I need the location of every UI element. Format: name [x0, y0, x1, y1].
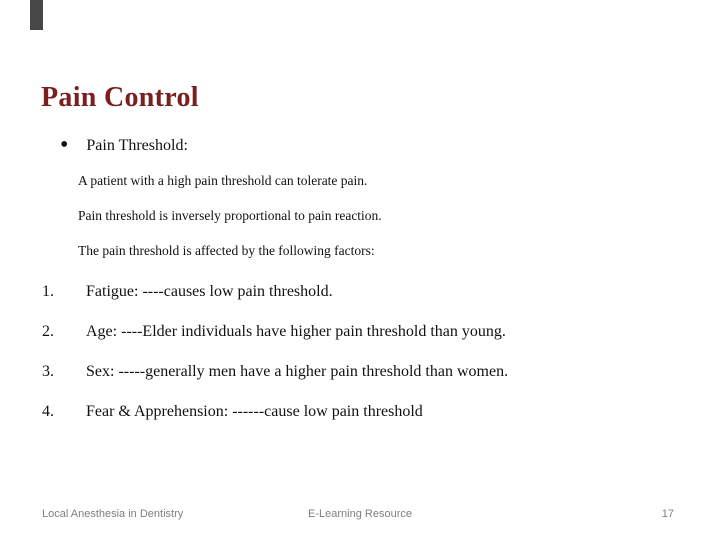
- list-item-text: Sex: -----generally men have a higher pain threshold than women.: [86, 363, 509, 380]
- slide-title: Pain Control: [41, 82, 199, 113]
- footer-course-title: Local Anesthesia in Dentistry: [42, 508, 184, 520]
- footer-page-number: 17: [661, 508, 674, 520]
- sub-point: The pain threshold is affected by the following factors:: [78, 243, 375, 258]
- list-item: [42, 282, 690, 302]
- list-item: [42, 362, 690, 382]
- sub-points: [78, 172, 382, 277]
- footer-resource-label: E-Learning Resource: [308, 508, 412, 520]
- bullet-icon: •: [60, 132, 69, 158]
- list-item-number: 4.: [42, 403, 54, 420]
- bullet-heading-row: [60, 132, 188, 158]
- numbered-list: [42, 282, 690, 442]
- list-item-text: Age: ----Elder individuals have higher pain threshold than young.: [86, 323, 506, 340]
- list-item-number: 2.: [42, 323, 54, 340]
- slide-accent-bar: [30, 0, 43, 30]
- slide-footer: [0, 508, 720, 522]
- list-item-text: Fear & Apprehension: ------cause low pain threshold: [86, 403, 423, 420]
- list-item: [42, 402, 690, 422]
- list-item-number: 3.: [42, 363, 54, 380]
- list-item: [42, 322, 690, 342]
- sub-point: A patient with a high pain threshold can tolerate pain.: [78, 173, 368, 188]
- sub-point: Pain threshold is inversely proportional to pain reaction.: [78, 208, 382, 223]
- list-item-text: Fatigue: ----causes low pain threshold.: [86, 283, 333, 300]
- list-item-number: 1.: [42, 283, 54, 300]
- bullet-heading: Pain Threshold:: [86, 137, 188, 154]
